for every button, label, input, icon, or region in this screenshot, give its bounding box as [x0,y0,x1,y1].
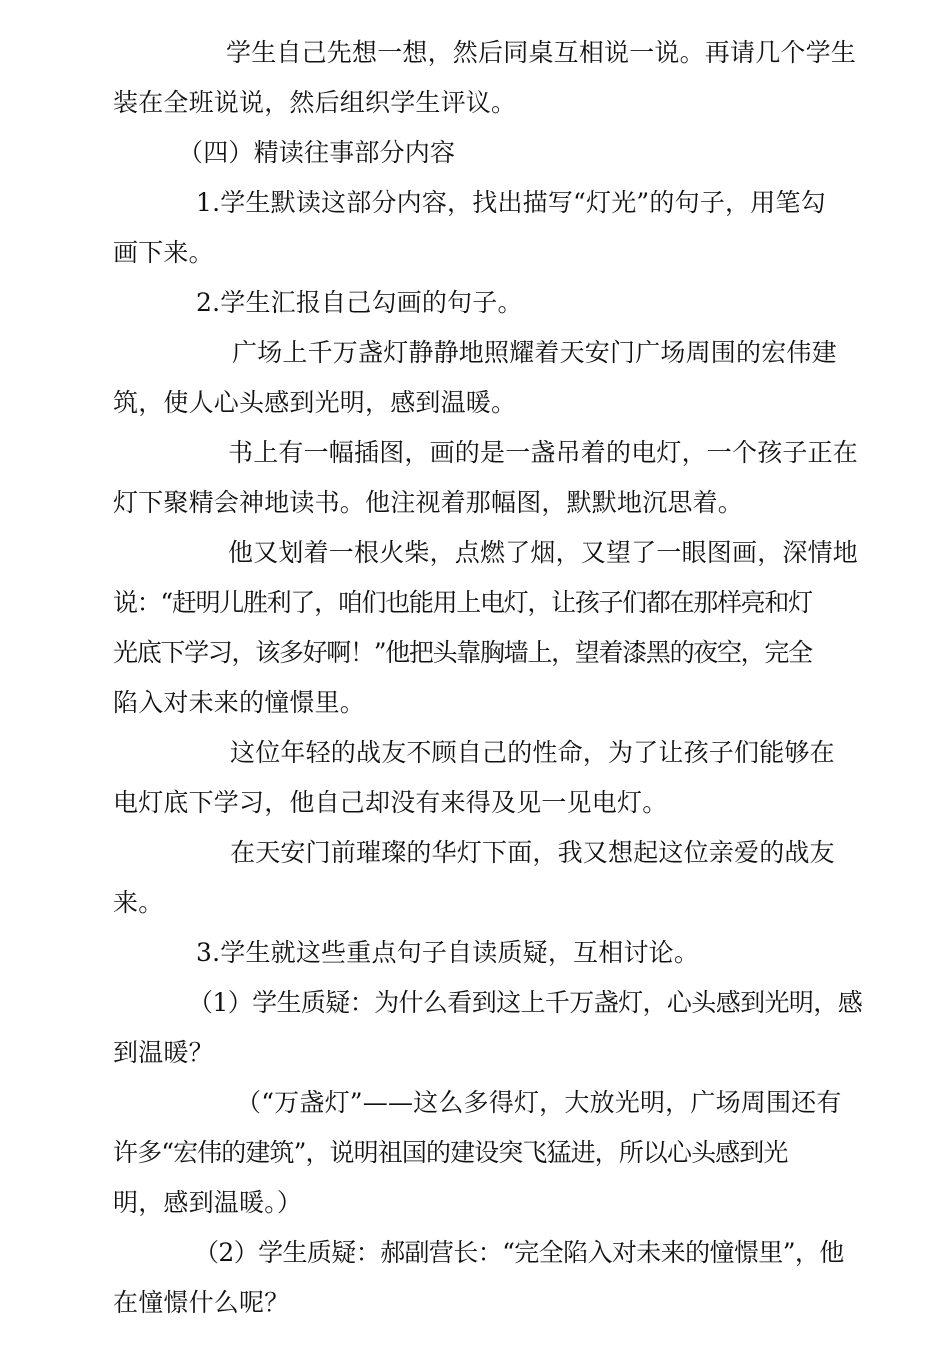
text-line: 他又划着一根火柴，点燃了烟，又望了一眼图画，深情地 [228,538,859,567]
text-line: 画下来。 [113,238,214,267]
text-line: 许多“宏伟的建筑”，说明祖国的建设突飞猛进，所以心头感到光 [113,1138,788,1167]
text-line: 3.学生就这些重点句子自读质疑，互相讨论。 [196,938,700,967]
text-line: 电灯底下学习，他自己却没有来得及见一见电灯。 [113,788,668,817]
text-line: （2）学生质疑：郝副营长：“完全陷入对未来的憧憬里”，他 [194,1238,844,1267]
text-line: 灯下聚精会神地读书。他注视着那幅图，默默地沉思着。 [113,488,744,517]
text-line: 光底下学习，该多好啊！”他把头靠胸墙上，望着漆黑的夜空，完全 [113,638,812,667]
text-line: 广场上千万盏灯静静地照耀着天安门广场周围的宏伟建 [232,338,837,367]
text-line: 书上有一幅插图，画的是一盏吊着的电灯，一个孩子正在 [228,438,859,467]
text-line: 到温暖？ [113,1038,214,1067]
text-line: 这位年轻的战友不顾自己的性命，为了让孩子们能够在 [230,738,835,767]
text-line: 陷入对未来的憧憬里。 [113,688,366,717]
section-heading: （四）精读往事部分内容 [178,138,456,167]
text-line: （“万盏灯”——这么多得灯，大放光明，广场周围还有 [236,1088,842,1117]
text-line: （1）学生质疑：为什么看到这上千万盏灯，心头感到光明，感 [188,988,863,1017]
text-line: 装在全班说说，然后组织学生评议。 [113,88,517,117]
text-line: 筑，使人心头感到光明，感到温暖。 [113,388,517,417]
text-line: 明，感到温暖。） [113,1188,303,1217]
text-line: 来。 [113,888,164,917]
text-line: 在憧憬什么呢？ [113,1288,290,1317]
text-line: 学生自己先想一想，然后同桌互相说一说。再请几个学生 [226,38,857,67]
text-line: 1.学生默读这部分内容，找出描写“灯光”的句子，用笔勾 [196,188,826,217]
text-line: 2.学生汇报自己勾画的句子。 [196,288,523,317]
text-line: 在天安门前璀璨的华灯下面，我又想起这位亲爱的战友 [230,838,835,867]
text-line: 说：“赶明儿胜利了，咱们也能用上电灯，让孩子们都在那样亮和灯 [113,588,812,617]
